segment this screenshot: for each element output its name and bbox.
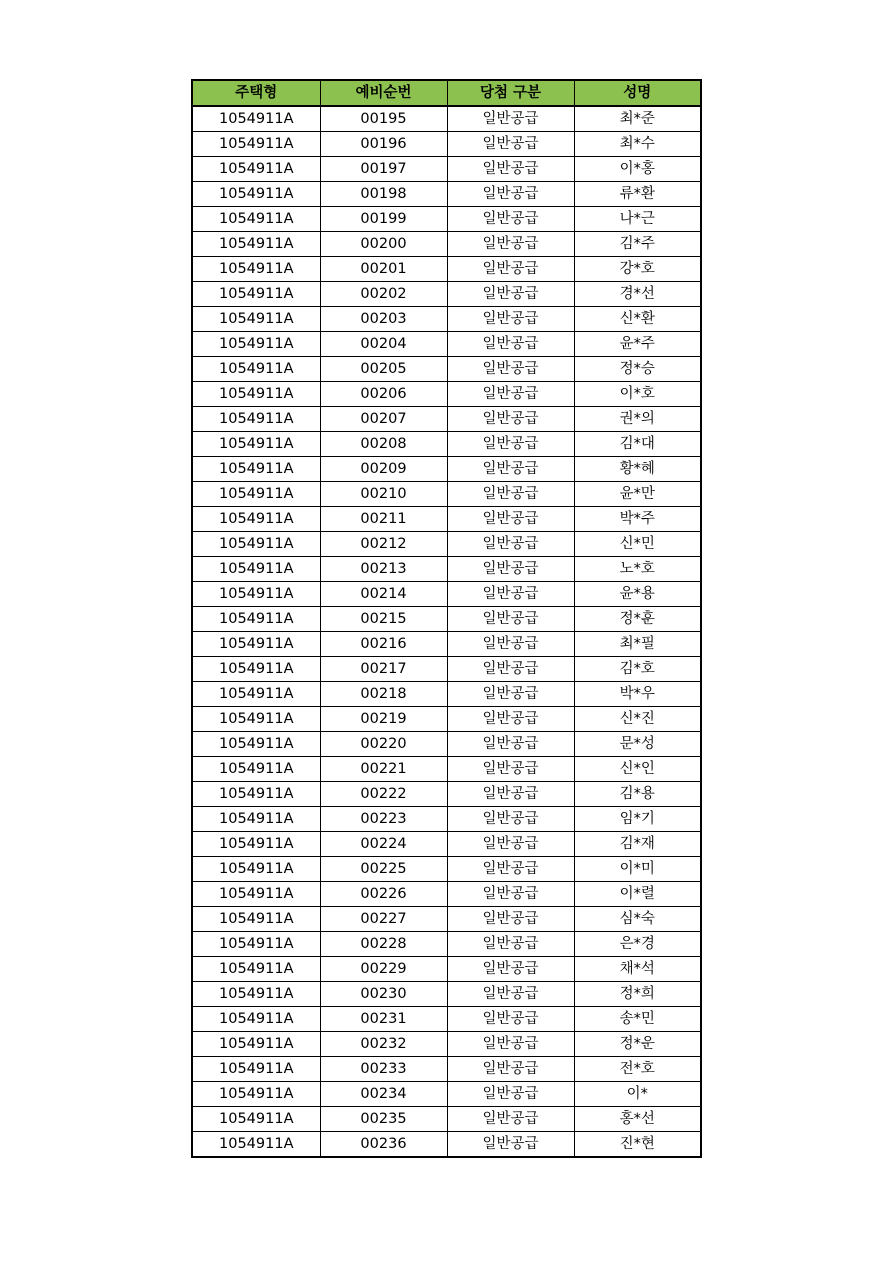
cell-unit-type: 1054911A [192,807,320,832]
cell-name: 류*환 [574,182,701,207]
cell-winner-category: 일반공급 [447,582,574,607]
cell-winner-category: 일반공급 [447,1032,574,1057]
table-row [192,657,701,682]
cell-winner-category: 일반공급 [447,382,574,407]
table-row [192,457,701,482]
table-row [192,707,701,732]
cell-reserve-number: 00195 [320,106,447,132]
cell-name: 이*렬 [574,882,701,907]
waitlist-table [191,79,702,1158]
waitlist-table-container [191,79,700,1158]
table-row [192,832,701,857]
cell-reserve-number: 00235 [320,1107,447,1132]
table-row [192,307,701,332]
cell-reserve-number: 00200 [320,232,447,257]
cell-unit-type: 1054911A [192,482,320,507]
cell-reserve-number: 00215 [320,607,447,632]
cell-reserve-number: 00236 [320,1132,447,1158]
cell-name: 윤*용 [574,582,701,607]
table-row [192,807,701,832]
cell-winner-category: 일반공급 [447,1007,574,1032]
table-row [192,1032,701,1057]
header-unit-type: 주택형 [192,80,320,106]
cell-reserve-number: 00222 [320,782,447,807]
table-header-row [192,80,701,106]
cell-winner-category: 일반공급 [447,782,574,807]
cell-reserve-number: 00229 [320,957,447,982]
cell-winner-category: 일반공급 [447,1082,574,1107]
cell-winner-category: 일반공급 [447,1057,574,1082]
table-row [192,132,701,157]
cell-name: 홍*선 [574,1107,701,1132]
cell-winner-category: 일반공급 [447,507,574,532]
cell-name: 진*현 [574,1132,701,1158]
cell-winner-category: 일반공급 [447,1132,574,1158]
cell-reserve-number: 00234 [320,1082,447,1107]
header-winner-category: 당첨 구분 [447,80,574,106]
cell-name: 윤*주 [574,332,701,357]
cell-winner-category: 일반공급 [447,732,574,757]
table-row [192,682,701,707]
cell-winner-category: 일반공급 [447,157,574,182]
cell-name: 최*수 [574,132,701,157]
cell-winner-category: 일반공급 [447,882,574,907]
cell-name: 김*대 [574,432,701,457]
cell-unit-type: 1054911A [192,982,320,1007]
table-row [192,1057,701,1082]
cell-unit-type: 1054911A [192,907,320,932]
cell-unit-type: 1054911A [192,507,320,532]
cell-unit-type: 1054911A [192,307,320,332]
table-row [192,232,701,257]
cell-unit-type: 1054911A [192,182,320,207]
table-row [192,382,701,407]
cell-winner-category: 일반공급 [447,657,574,682]
cell-winner-category: 일반공급 [447,357,574,382]
cell-reserve-number: 00230 [320,982,447,1007]
cell-name: 문*성 [574,732,701,757]
cell-winner-category: 일반공급 [447,632,574,657]
cell-name: 이*홍 [574,157,701,182]
cell-winner-category: 일반공급 [447,282,574,307]
cell-reserve-number: 00231 [320,1007,447,1032]
header-reserve-number: 예비순번 [320,80,447,106]
cell-reserve-number: 00225 [320,857,447,882]
cell-unit-type: 1054911A [192,457,320,482]
cell-name: 황*혜 [574,457,701,482]
cell-name: 김*주 [574,232,701,257]
cell-winner-category: 일반공급 [447,982,574,1007]
cell-winner-category: 일반공급 [447,332,574,357]
cell-name: 김*재 [574,832,701,857]
cell-unit-type: 1054911A [192,432,320,457]
cell-unit-type: 1054911A [192,282,320,307]
cell-reserve-number: 00199 [320,207,447,232]
table-row [192,982,701,1007]
cell-reserve-number: 00216 [320,632,447,657]
cell-unit-type: 1054911A [192,757,320,782]
cell-name: 신*환 [574,307,701,332]
table-row [192,507,701,532]
cell-name: 권*의 [574,407,701,432]
cell-name: 신*인 [574,757,701,782]
cell-winner-category: 일반공급 [447,607,574,632]
cell-unit-type: 1054911A [192,632,320,657]
cell-name: 김*호 [574,657,701,682]
cell-reserve-number: 00228 [320,932,447,957]
cell-name: 강*호 [574,257,701,282]
cell-unit-type: 1054911A [192,732,320,757]
cell-reserve-number: 00201 [320,257,447,282]
cell-unit-type: 1054911A [192,1107,320,1132]
table-row [192,182,701,207]
cell-reserve-number: 00218 [320,682,447,707]
cell-winner-category: 일반공급 [447,132,574,157]
table-row [192,907,701,932]
cell-winner-category: 일반공급 [447,182,574,207]
table-row [192,857,701,882]
cell-unit-type: 1054911A [192,232,320,257]
cell-reserve-number: 00202 [320,282,447,307]
table-row [192,757,701,782]
cell-winner-category: 일반공급 [447,532,574,557]
cell-reserve-number: 00196 [320,132,447,157]
cell-name: 은*경 [574,932,701,957]
table-body [192,106,701,1157]
cell-winner-category: 일반공급 [447,1107,574,1132]
table-row [192,957,701,982]
cell-unit-type: 1054911A [192,1132,320,1158]
cell-winner-category: 일반공급 [447,557,574,582]
cell-reserve-number: 00209 [320,457,447,482]
cell-name: 정*희 [574,982,701,1007]
cell-reserve-number: 00214 [320,582,447,607]
cell-reserve-number: 00213 [320,557,447,582]
cell-reserve-number: 00205 [320,357,447,382]
cell-name: 심*숙 [574,907,701,932]
cell-reserve-number: 00227 [320,907,447,932]
table-row [192,257,701,282]
table-row [192,582,701,607]
cell-name: 정*승 [574,357,701,382]
cell-unit-type: 1054911A [192,1082,320,1107]
table-row [192,357,701,382]
header-name: 성명 [574,80,701,106]
table-row [192,732,701,757]
cell-reserve-number: 00220 [320,732,447,757]
cell-unit-type: 1054911A [192,857,320,882]
cell-winner-category: 일반공급 [447,682,574,707]
cell-unit-type: 1054911A [192,532,320,557]
cell-reserve-number: 00207 [320,407,447,432]
cell-name: 박*우 [574,682,701,707]
cell-unit-type: 1054911A [192,932,320,957]
table-row [192,632,701,657]
cell-unit-type: 1054911A [192,882,320,907]
cell-winner-category: 일반공급 [447,407,574,432]
cell-winner-category: 일반공급 [447,807,574,832]
cell-winner-category: 일반공급 [447,482,574,507]
cell-winner-category: 일반공급 [447,457,574,482]
cell-unit-type: 1054911A [192,332,320,357]
cell-name: 정*훈 [574,607,701,632]
cell-unit-type: 1054911A [192,682,320,707]
cell-unit-type: 1054911A [192,557,320,582]
cell-name: 신*진 [574,707,701,732]
table-row [192,332,701,357]
table-row [192,782,701,807]
table-row [192,157,701,182]
cell-name: 노*호 [574,557,701,582]
cell-unit-type: 1054911A [192,407,320,432]
cell-unit-type: 1054911A [192,382,320,407]
cell-reserve-number: 00224 [320,832,447,857]
cell-name: 이*호 [574,382,701,407]
cell-reserve-number: 00217 [320,657,447,682]
cell-name: 이* [574,1082,701,1107]
cell-name: 임*기 [574,807,701,832]
table-row [192,1082,701,1107]
cell-unit-type: 1054911A [192,1057,320,1082]
cell-reserve-number: 00206 [320,382,447,407]
cell-unit-type: 1054911A [192,157,320,182]
cell-unit-type: 1054911A [192,607,320,632]
cell-unit-type: 1054911A [192,132,320,157]
cell-reserve-number: 00210 [320,482,447,507]
table-row [192,282,701,307]
table-row [192,532,701,557]
cell-winner-category: 일반공급 [447,207,574,232]
table-row [192,882,701,907]
cell-unit-type: 1054911A [192,257,320,282]
cell-reserve-number: 00221 [320,757,447,782]
cell-name: 신*민 [574,532,701,557]
cell-name: 윤*만 [574,482,701,507]
cell-reserve-number: 00208 [320,432,447,457]
cell-winner-category: 일반공급 [447,757,574,782]
cell-reserve-number: 00212 [320,532,447,557]
cell-reserve-number: 00226 [320,882,447,907]
cell-reserve-number: 00232 [320,1032,447,1057]
cell-name: 이*미 [574,857,701,882]
cell-unit-type: 1054911A [192,707,320,732]
table-row [192,407,701,432]
cell-winner-category: 일반공급 [447,257,574,282]
cell-winner-category: 일반공급 [447,106,574,132]
cell-reserve-number: 00204 [320,332,447,357]
cell-winner-category: 일반공급 [447,307,574,332]
cell-unit-type: 1054911A [192,782,320,807]
cell-unit-type: 1054911A [192,207,320,232]
cell-unit-type: 1054911A [192,657,320,682]
cell-name: 송*민 [574,1007,701,1032]
table-row [192,1007,701,1032]
cell-name: 김*용 [574,782,701,807]
cell-unit-type: 1054911A [192,357,320,382]
cell-winner-category: 일반공급 [447,707,574,732]
table-row [192,557,701,582]
cell-winner-category: 일반공급 [447,832,574,857]
cell-winner-category: 일반공급 [447,432,574,457]
cell-name: 경*선 [574,282,701,307]
cell-unit-type: 1054911A [192,582,320,607]
cell-reserve-number: 00198 [320,182,447,207]
cell-unit-type: 1054911A [192,106,320,132]
table-row [192,106,701,132]
cell-winner-category: 일반공급 [447,957,574,982]
cell-reserve-number: 00223 [320,807,447,832]
cell-name: 최*필 [574,632,701,657]
cell-name: 최*준 [574,106,701,132]
cell-reserve-number: 00219 [320,707,447,732]
table-row [192,1132,701,1158]
cell-winner-category: 일반공급 [447,907,574,932]
cell-name: 박*주 [574,507,701,532]
cell-reserve-number: 00233 [320,1057,447,1082]
cell-unit-type: 1054911A [192,1007,320,1032]
cell-unit-type: 1054911A [192,1032,320,1057]
cell-unit-type: 1054911A [192,957,320,982]
table-row [192,482,701,507]
cell-name: 채*석 [574,957,701,982]
cell-name: 정*운 [574,1032,701,1057]
cell-winner-category: 일반공급 [447,857,574,882]
cell-reserve-number: 00197 [320,157,447,182]
cell-unit-type: 1054911A [192,832,320,857]
table-row [192,932,701,957]
cell-winner-category: 일반공급 [447,932,574,957]
cell-name: 전*호 [574,1057,701,1082]
cell-winner-category: 일반공급 [447,232,574,257]
cell-reserve-number: 00211 [320,507,447,532]
table-row [192,607,701,632]
table-row [192,1107,701,1132]
cell-name: 나*근 [574,207,701,232]
table-row [192,432,701,457]
cell-reserve-number: 00203 [320,307,447,332]
table-row [192,207,701,232]
